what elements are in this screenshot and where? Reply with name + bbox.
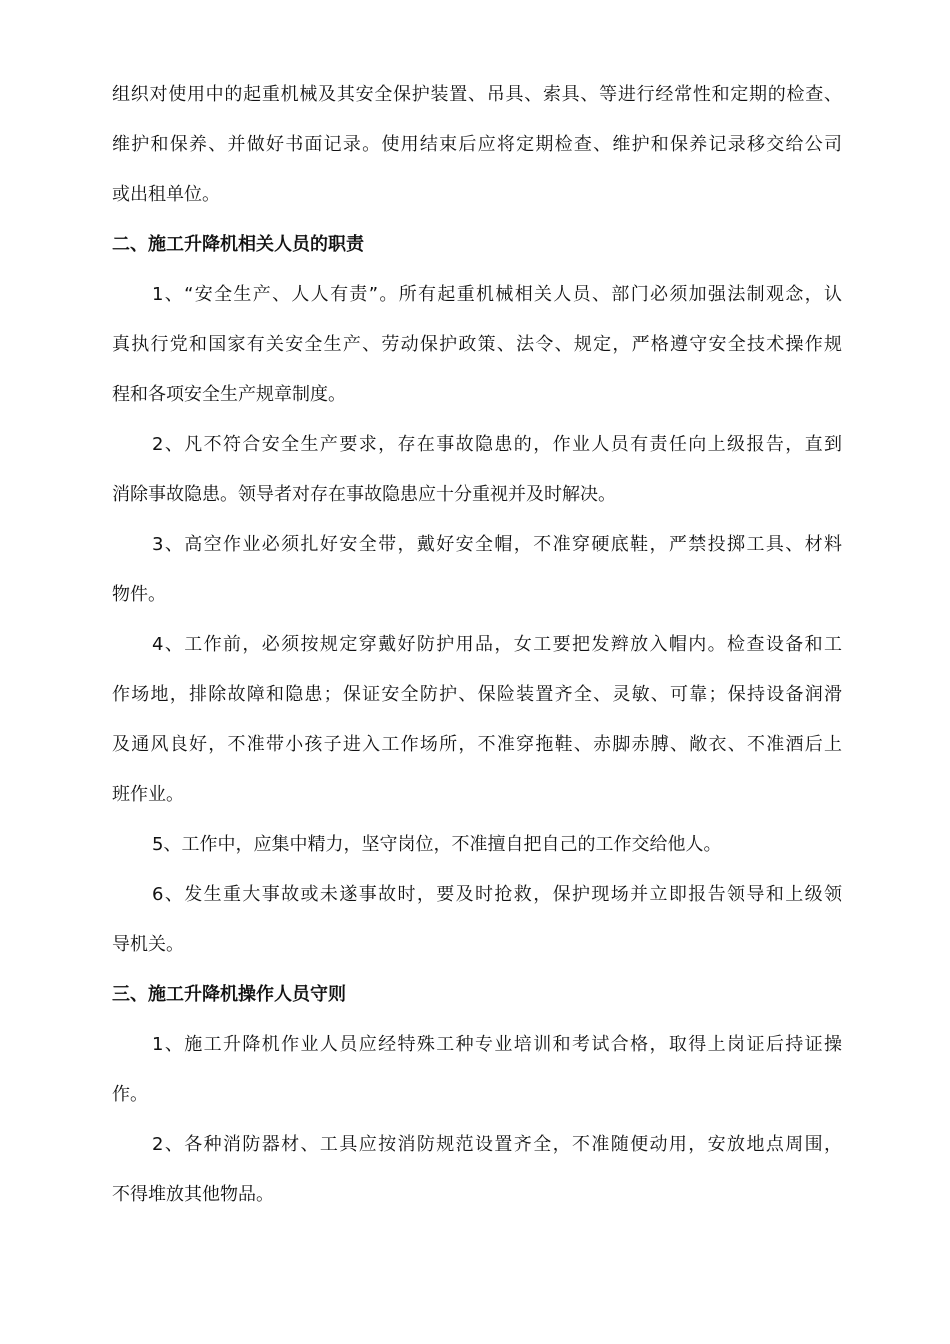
document-page — [112, 76, 842, 1226]
section-2-item-4-line: 及通风良好，不准带小孩子进入工作场所，不准穿拖鞋、赤脚赤膊、敞衣、不准酒后上 — [112, 734, 842, 755]
section-2-item-5-line: 5、工作中，应集中精力，坚守岗位，不准擅自把自己的工作交给他人。 — [152, 834, 722, 855]
section-3-item-2-line: 2、各种消防器材、工具应按消防规范设置齐全，不准随便动用，安放地点周围， — [152, 1134, 842, 1155]
section-2-item-4-line: 班作业。 — [112, 784, 184, 805]
intro-line: 或出租单位。 — [112, 184, 220, 205]
section-3-heading: 三、施工升降机操作人员守则 — [112, 984, 346, 1005]
section-2-item-6-line: 6、发生重大事故或未遂事故时，要及时抢救，保护现场并立即报告领导和上级领 — [152, 884, 842, 905]
intro-line: 维护和保养、并做好书面记录。使用结束后应将定期检查、维护和保养记录移交给公司 — [112, 134, 842, 155]
section-3-item-1-line: 作。 — [112, 1084, 148, 1105]
section-2-item-4-line: 作场地，排除故障和隐患；保证安全防护、保险装置齐全、灵敏、可靠；保持设备润滑 — [112, 684, 842, 705]
section-3-item-1-line: 1、施工升降机作业人员应经特殊工种专业培训和考试合格，取得上岗证后持证操 — [152, 1034, 842, 1055]
section-2-item-1-line: 1、“安全生产、人人有责”。所有起重机械相关人员、部门必须加强法制观念，认 — [152, 284, 842, 305]
section-2-item-3-line: 3、高空作业必须扎好安全带，戴好安全帽，不准穿硬底鞋，严禁投掷工具、材料 — [152, 534, 842, 555]
section-2-item-1-line: 真执行党和国家有关安全生产、劳动保护政策、法令、规定，严格遵守安全技术操作规 — [112, 334, 842, 355]
section-2-item-4-line: 4、工作前，必须按规定穿戴好防护用品，女工要把发辫放入帽内。检查设备和工 — [152, 634, 842, 655]
section-2-item-6-line: 导机关。 — [112, 934, 184, 955]
section-3-item-2-line: 不得堆放其他物品。 — [112, 1184, 274, 1205]
section-2-item-3-line: 物件。 — [112, 584, 166, 605]
section-2-item-2-line: 2、凡不符合安全生产要求，存在事故隐患的，作业人员有责任向上级报告，直到 — [152, 434, 842, 455]
section-2-item-1-line: 程和各项安全生产规章制度。 — [112, 384, 346, 405]
intro-line: 组织对使用中的起重机械及其安全保护装置、吊具、索具、等进行经常性和定期的检查、 — [112, 84, 842, 105]
section-2-heading: 二、施工升降机相关人员的职责 — [112, 234, 364, 255]
section-2-item-2-line: 消除事故隐患。领导者对存在事故隐患应十分重视并及时解决。 — [112, 484, 616, 505]
